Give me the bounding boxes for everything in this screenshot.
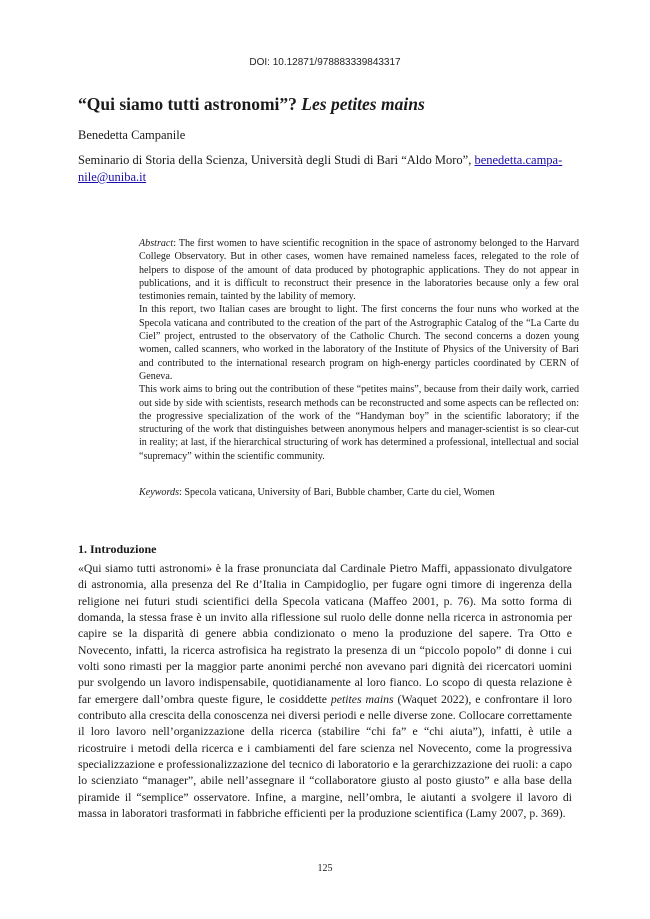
abstract-paragraph-3: This work aims to bring out the contribution of these “petites mains”, because from their daily work, carried out side by side with scientists, research methods can be reconstructed and some aspects can be reflected on: the progressive specialization of the work of the “Handyman boy” in the scientific laboratory; if the structuring of the work that distinguishes between anonymous helpers and manager-scientist is so clear-cut in reality; at last, if the hierarchical structuring of work has determined a professional, intellectual and social “supremacy” within the scientific community.: [139, 384, 579, 462]
title-main: “Qui siamo tutti astronomi”?: [78, 94, 302, 114]
page-number: 125: [317, 863, 333, 874]
abstract-paragraph-2: In this report, two Italian cases are brought to light. The first concerns the four nuns who worked at the Specola vaticana and contributed to the creation of the part of the Astrographic Catalog of the “La Carte du Ciel” project, entrusted to the observatory of the Catholic Church. The second concerns a dozen young women, called scanners, who worked in the laboratory of the Institute of Physics of the University of Bari and contributed to the international research program on high-energy particles coordinated by CERN of Geneva.: [139, 304, 579, 382]
section-heading: 1. Introduzione: [78, 542, 157, 556]
abstract-paragraph-1: Abstract: The first women to have scientific recognition in the space of astronomy belonged to the Harvard College Observatory. But in other cases, women have remained nameless faces, relegated to the role of helpers to dispose of the amount of data produced by photographic applications. They do not appear in publications, and it is difficult to reconstruct their presence in the laboratories because only a few oral testimonies remain, tainted by the lability of memory.: [139, 238, 579, 303]
abstract: [139, 237, 579, 463]
abstract-label: Abstract: [139, 238, 174, 249]
keywords-label: Keywords: [139, 487, 180, 498]
author-name: Benedetta Campanile: [78, 128, 186, 142]
body-paragraph: «Qui siamo tutti astronomi» è la frase pronunciata dal Cardinale Pietro Maffi, appassionato divulgatore di astronomia, alla presenza del Re d’Italia in Campidoglio, per fugare ogni timore di ingerenza della religione nei futuri studi scientifici della Specola vaticana (Maffeo 2001, p. 76). Ma sotto forma di domanda, la stessa frase è un invito alla riflessione sul ruolo delle donne nella ricerca in astronomia per capire se la disparità di genere abbia condizionato o meno la produzione del sapere. Tra Otto e Novecento, infatti, la ricerca astrofisica ha registrato la presenza di un “piccolo popolo” di donne i cui volti sono rimasti per la maggior parte anonimi perché non avevano pari dignità dei ricercatori uomini pur svolgendo un lavoro indispensabile, quotidianamente al loro fianco. Lo scopo di questa relazione è far emergere dall’ombra queste figure, le cosiddette petites mains (Waquet 2022), e confrontare il loro contributo alla crescita della conoscenza nei diversi periodi e nelle diverse zone. Collocare correttamente il loro lavoro nell’organizzazione della ricerca (stabilire “chi fa” e “chi aiuta”), infatti, è utile a ricostruire i metodi della ricerca e i cambiamenti del fare scienza nel Novecento, come la progressiva specializzazione e professionalizzazione del tecnico di laboratorio e la gerarchizzazione dei ruoli: a capo lo scienziato “manager”, abile nell’assegnare il “collaboratore giusto al posto giusto” e alla base della piramide il “semplice” osservatore. Infine, a margine, nell’ombra, le aiutanti a svolgere il lavoro di massa in laboratori trasformati in fabbriche efficienti per la produzione scientifica (Lamy 2007, p. 369).: [78, 562, 572, 821]
email-link[interactable]: benedetta.campanile@uniba.it: [78, 153, 563, 184]
doi-header: DOI: 10.12871/978883339843317: [249, 57, 401, 68]
keywords: [139, 487, 579, 498]
affiliation: [78, 152, 578, 186]
affiliation-text: Seminario di Storia della Scienza, Università degli Studi di Bari “Aldo Moro”,: [78, 153, 475, 167]
italic-term: petites mains: [330, 692, 394, 706]
article-title: [78, 94, 425, 115]
title-italic: Les petites mains: [301, 94, 425, 114]
keywords-text: : Specola vaticana, University of Bari, Bubble chamber, Carte du ciel, Women: [179, 487, 495, 498]
